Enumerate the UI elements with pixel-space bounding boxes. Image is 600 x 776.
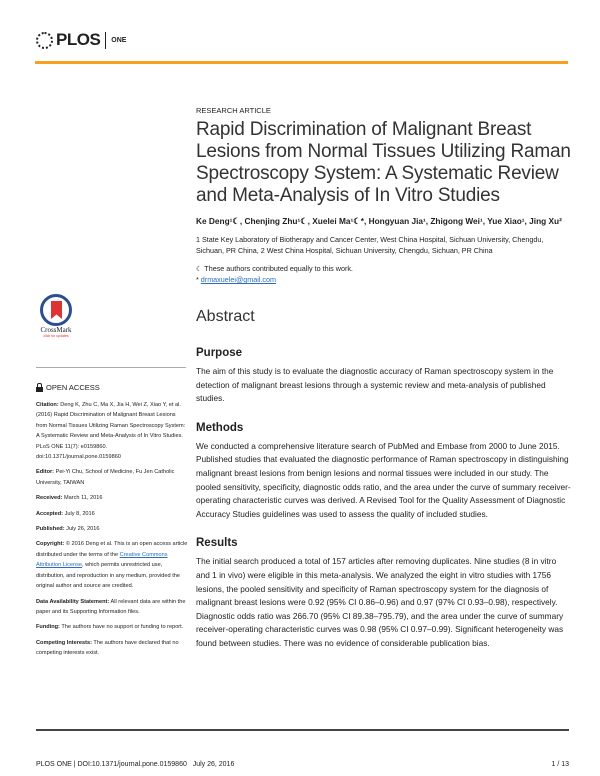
email-link[interactable]: drmaxuelei@gmail.com: [200, 275, 276, 284]
section-text: The aim of this study is to evaluate the diagnostic accuracy of Raman spectroscopy system in the detection of malignant breast lesions through a systemic review and meta-analysis of published studies.: [196, 366, 554, 404]
open-access-label: OPEN ACCESS: [46, 383, 100, 392]
affiliations: 1 State Key Laboratory of Biotherapy and Cancer Center, West China Hospital, Sichuan University, Chengdu, Sichuan, PR China, 2 West China Hospital, Sichuan University, Chengdu, Sichuan, PR China: [196, 235, 544, 255]
section-text: We conducted a comprehensive literature search of PubMed and Embase from 2000 to June 2015. Published studies that evaluated the diagnostic performance of Raman spectroscopy in distinguishing malignant breast lesions from benign lesions and normal tissues were included in our study. The pooled sensitivity, specificity, diagnostic odds ratio, and the area under the curve of summary receiver-operating characteristic curves was derived. A Revised Tool for the Quality Assessment of Diagnostic Accuracy Studies guidelines was used to assess the quality of included studies.: [196, 440, 571, 519]
received-date: March 11, 2016: [62, 495, 103, 502]
competing-text: The authors have declared that no competing interests exist.: [36, 639, 179, 657]
section-heading: Methods: [196, 421, 244, 434]
funding-text: The authors have no support or funding to report.: [59, 624, 184, 631]
copyright-text-end: , which permits unrestricted use, distribution, and reproduction in any medium, provided the original author and source are credited.: [36, 562, 180, 590]
data-availability-label: Data Availability Statement:: [36, 598, 110, 605]
logo-one: ONE: [111, 36, 127, 44]
open-access: [36, 383, 100, 392]
published: [36, 524, 188, 534]
accepted-date: July 8, 2016: [63, 510, 95, 517]
citation: [36, 400, 188, 462]
data-availability: [36, 597, 188, 618]
equal-contribution-note: ☾ These authors contributed equally to this work.: [196, 264, 353, 273]
accepted: [36, 509, 188, 519]
crossmark-label: CrossMark: [40, 326, 72, 334]
citation-text: Deng K, Zhu C, Ma X, Jia H, Wei Z, Xiao Y, et al. (2016) Rapid Discrimination of Malignant Breast Lesions from Normal Tissues Utilizing Raman Spectroscopy System: A Systematic Review and Meta-Analysis of In Vitro Studies. PLoS ONE 11(7): e0159860. doi:10.1371/journal.pone.0159860: [36, 402, 186, 461]
copyright: [36, 539, 188, 591]
copyright-text: © 2016 Deng et al. This is an open access article distributed under the terms of the: [36, 541, 188, 558]
editor-label: Editor:: [36, 469, 55, 476]
plos-globe-icon: [36, 32, 53, 49]
corresponding-email-line: * drmaxuelei@gmail.com: [196, 275, 276, 284]
editor: [36, 467, 188, 488]
funding-label: Funding:: [36, 624, 60, 631]
section-text: The initial search produced a total of 157 articles after removing duplicates. Nine studies (8 in vitro and 1 in vivo) were eligible in this meta-analysis. We analyzed the eight in vitro studies with 1756 lesions, the pooled sensitivity and specificity of Raman spectroscopy system for the diagnosis of malignant breast lesions were 0.92 (95% CI 0.86–0.96) and 0.97 (97% CI 0.93–0.98), respectively. Diagnostic odds ratio was 266.70 (95% CI 89.38–795.79), and the area under the curve of summary receiver-operating characteristic curves was 0.98 (95% CI 0.97–0.99). Significant heterogeneity was found between studies. There was no evidence of considerable publication bias.: [196, 556, 564, 648]
footer-citation: PLOS ONE | DOI:10.1371/journal.pone.0159860 July 26, 2016: [36, 761, 235, 768]
crossmark-sub: click for updates: [43, 334, 69, 338]
competing-interests: [36, 638, 188, 659]
open-lock-icon: [36, 383, 43, 392]
logo-divider: [105, 32, 106, 49]
published-label: Published:: [36, 526, 65, 533]
accepted-label: Accepted:: [36, 510, 64, 517]
copyright-label: Copyright:: [36, 541, 65, 548]
received: [36, 493, 188, 503]
funding: [36, 622, 188, 632]
competing-label: Competing Interests:: [36, 639, 92, 646]
footer-rule: [36, 729, 569, 731]
purpose-section: [196, 347, 571, 406]
data-availability-text: All relevant data are within the paper and its Supporting Information files.: [36, 598, 186, 615]
page-footer: [36, 761, 569, 768]
methods-section: [196, 422, 571, 522]
article-type: RESEARCH ARTICLE: [196, 106, 271, 115]
published-date: July 26, 2016: [64, 526, 100, 533]
abstract-heading: Abstract: [196, 308, 255, 325]
page-number: 1 / 13: [551, 761, 569, 768]
author-list: Ke Deng¹☾, Chenjing Zhu¹☾, Xuelei Ma¹☾*, Hongyuan Jia¹, Zhigong Wei¹, Yue Xiao¹, Jing Xu²: [196, 216, 562, 226]
editor-text: Pei-Yi Chu, School of Medicine, Fu Jen Catholic University, TAIWAN: [36, 469, 175, 486]
license-link[interactable]: Creative Commons Attribution License: [36, 551, 168, 569]
article-title: Rapid Discrimination of Malignant Breast Lesions from Normal Tissues Utilizing Raman Spectroscopy System: A Systematic Review and Meta-Analysis of In Vitro Studies: [196, 119, 571, 206]
section-heading: Results: [196, 537, 238, 550]
author-notes: [196, 263, 571, 285]
sidebar-divider: [36, 367, 186, 368]
plos-one-logo: [36, 30, 126, 50]
citation-label: Citation:: [36, 402, 59, 408]
section-heading: Purpose: [196, 347, 243, 359]
received-label: Received:: [36, 495, 63, 502]
crossmark-badge[interactable]: [36, 294, 76, 338]
article-info-sidebar: [36, 400, 188, 659]
main-column: [196, 106, 571, 667]
header-rule: [35, 61, 568, 64]
logo-plos: PLOS: [56, 30, 101, 49]
crossmark-icon: [40, 294, 72, 326]
results-section: [196, 537, 571, 650]
